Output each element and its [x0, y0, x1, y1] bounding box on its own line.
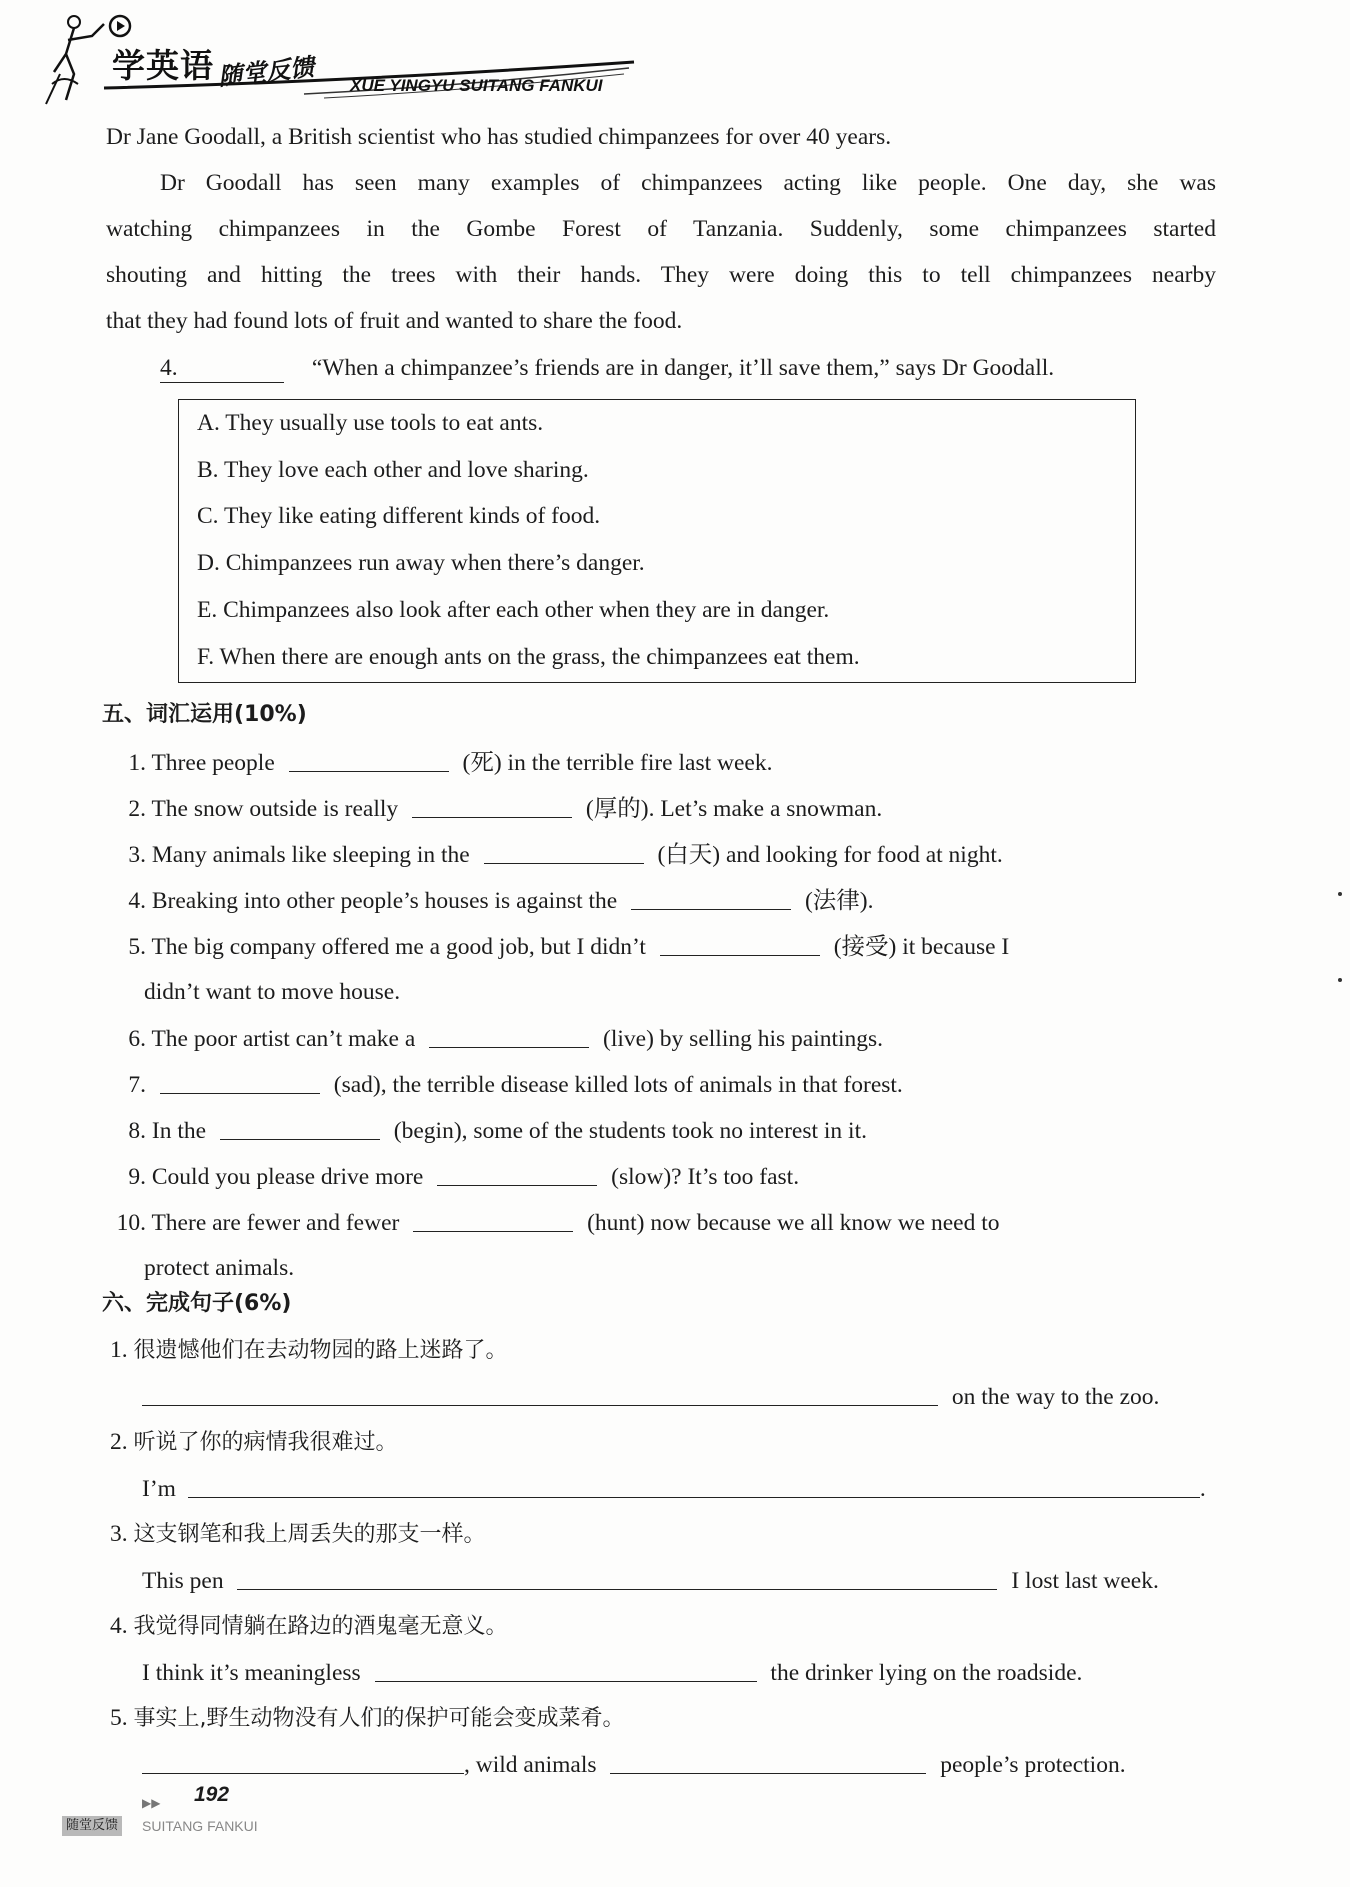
answer-blank[interactable]	[660, 931, 820, 956]
sentence-5-prompt: 5. 事实上,野生动物没有人们的保护可能会变成菜肴。	[110, 1705, 625, 1731]
margin-mark	[1338, 978, 1342, 982]
answer-blank[interactable]	[429, 1023, 589, 1048]
answer-blank[interactable]	[188, 1473, 1200, 1498]
question-text: “When a chimpanzee’s friends are in danger, it’ll save them,” says Dr Goodall.	[311, 355, 1055, 381]
passage-line: that they had found lots of fruit and wanted to share the food.	[106, 308, 683, 334]
options-box	[178, 399, 1136, 683]
answer-blank[interactable]	[610, 1749, 926, 1774]
vocab-item-6: 6. The poor artist can’t make a (live) by selling his paintings.	[114, 1023, 1216, 1054]
passage-line: shouting and hitting the trees with their hands. They were doing this to tell chimpanzees nearby	[106, 262, 1216, 288]
sentence-4-answer: I think it’s meaningless the drinker lying on the roadside.	[142, 1657, 1082, 1688]
vocab-item-7: 7. (sad), the terrible disease killed lots of animals in that forest.	[114, 1069, 1216, 1100]
answer-blank[interactable]	[289, 747, 449, 772]
header-title: 学英语	[112, 46, 214, 85]
answer-blank[interactable]	[142, 1381, 938, 1406]
sentence-3-prompt: 3. 这支钢笔和我上周丢失的那支一样。	[110, 1521, 486, 1547]
reading-passage	[106, 114, 1216, 344]
option-c: C. They like eating different kinds of food.	[197, 503, 601, 529]
answer-blank[interactable]	[237, 1565, 997, 1590]
question-4	[160, 345, 1216, 391]
vocab-item-9: 9. Could you please drive more (slow)? It’s too fast.	[114, 1161, 1216, 1192]
vocab-item-2: 2. The snow outside is really (厚的). Let’s make a snowman.	[114, 793, 1216, 824]
vocab-item-5: 5. The big company offered me a good job, but I didn’t (接受) it because I	[114, 931, 1216, 962]
double-arrow-icon: ▶▶	[142, 1796, 161, 1810]
answer-blank[interactable]	[484, 839, 644, 864]
section-6-title: 六、完成句子(6%)	[102, 1291, 292, 1316]
answer-blank[interactable]	[413, 1207, 573, 1232]
answer-blank[interactable]	[375, 1657, 757, 1682]
vocab-item-10-continued: protect animals.	[144, 1255, 295, 1281]
play-icon	[108, 14, 132, 38]
answer-blank[interactable]	[160, 1069, 320, 1094]
header-pinyin: XUE YINGYU SUITANG FANKUI	[350, 76, 603, 95]
answer-blank[interactable]	[631, 885, 791, 910]
section-5-title: 五、词汇运用(10%)	[102, 702, 307, 727]
answer-blank[interactable]	[437, 1161, 597, 1186]
option-e: E. Chimpanzees also look after each other when they are in danger.	[197, 597, 830, 623]
option-f: F. When there are enough ants on the grass, the chimpanzees eat them.	[197, 644, 860, 670]
passage-line: watching chimpanzees in the Gombe Forest of Tanzania. Suddenly, some chimpanzees started	[106, 216, 1216, 242]
question-number: 4.	[160, 354, 284, 383]
vocab-item-3: 3. Many animals like sleeping in the (白天) and looking for food at night.	[114, 839, 1216, 870]
sentence-1-prompt: 1. 很遗憾他们在去动物园的路上迷路了。	[110, 1337, 508, 1363]
vocab-item-5-continued: didn’t want to move house.	[144, 979, 401, 1005]
page-header	[0, 0, 700, 110]
margin-mark	[1338, 892, 1342, 896]
answer-blank[interactable]	[220, 1115, 380, 1140]
answer-blank[interactable]	[412, 793, 572, 818]
option-b: B. They love each other and love sharing.	[197, 457, 589, 483]
vocab-item-4: 4. Breaking into other people’s houses is against the (法律).	[114, 885, 1216, 916]
option-a: A. They usually use tools to eat ants.	[197, 410, 544, 436]
sentence-3-answer: This pen I lost last week.	[142, 1565, 1159, 1596]
option-d: D. Chimpanzees run away when there’s danger.	[197, 550, 645, 576]
sentence-5-answer: , wild animals people’s protection.	[142, 1749, 1126, 1780]
answer-blank[interactable]	[142, 1749, 464, 1774]
footer-badge: 随堂反馈	[62, 1816, 122, 1836]
sentence-2-answer: I’m .	[142, 1473, 1206, 1504]
sentence-2-prompt: 2. 听说了你的病情我很难过。	[110, 1429, 398, 1455]
page-number: 192	[194, 1783, 230, 1806]
header-subtitle: 随堂反馈	[217, 53, 316, 91]
passage-line: Dr Jane Goodall, a British scientist who has studied chimpanzees for over 40 years.	[106, 124, 892, 150]
vocab-item-10: 10. There are fewer and fewer (hunt) now because we all know we need to	[102, 1207, 1204, 1238]
vocab-item-8: 8. In the (begin), some of the students took no interest in it.	[114, 1115, 1216, 1146]
vocab-item-1: 1. Three people (死) in the terrible fire last week.	[114, 747, 1216, 778]
passage-line: Dr Goodall has seen many examples of chimpanzees acting like people. One day, she was	[160, 170, 1216, 196]
sentence-1-answer: on the way to the zoo.	[142, 1381, 1159, 1412]
footer-pinyin: SUITANG FANKUI	[142, 1818, 258, 1834]
sentence-4-prompt: 4. 我觉得同情躺在路边的酒鬼毫无意义。	[110, 1613, 508, 1639]
